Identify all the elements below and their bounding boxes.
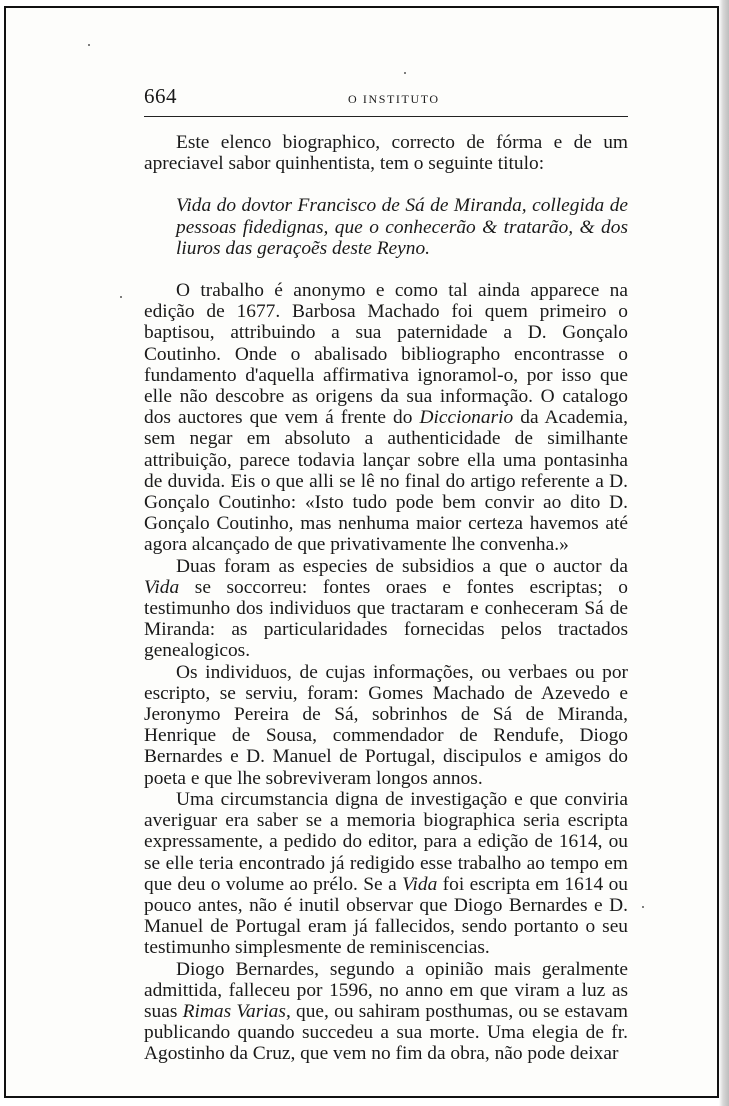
paragraph-5-italic: Vida [402,873,438,895]
paragraph-2-text-a: O trabalho é anonymo e como tal ainda apparece na edição de 1677. Barbosa Machado foi quem primeiro o baptisou, attribuindo a sua paternidade a D. Gonçalo Coutinho. Onde o abalisado bibliographo encontrasse o fundamento d'aquella affirmativa ignoramol-o, por isso que elle não descobre as origens da sua informação. O catalogo dos auctores que vem á frente do [144,280,628,429]
page-header [144,84,628,118]
scan-speck [404,72,406,74]
paragraph-5-text-b: foi escripta em 1614 ou pouco antes, não é inutil observar que Diogo Bernardes e D. Manuel de Portugal eram já fallecidos, sendo portanto o seu testimunho simplesmente de reminiscencias. [144,873,629,959]
page-number: 664 [144,84,177,108]
paragraph-6-text-b: , que, ou sahiram posthumas, ou se estavam publicando quando succedeu a sua morte. Uma elegia de fr. Agostinho da Cruz, que vem no fim da obra, não pode deixar [144,1000,628,1065]
paragraph-3-italic: Vida [144,576,180,598]
body-text [144,132,628,1065]
paragraph-2 [144,280,628,556]
paragraph-6-text-a: Diogo Bernardes, segundo a opinião mais geralmente admittida, falleceu por 1596, no anno em que viram a luz as suas [144,958,628,1022]
running-title: O INSTITUTO [348,92,440,106]
scan-edge [719,0,729,1106]
book-title-quote: Vida do dovtor Francisco de Sá de Miranda, collegida de pessoas fidedignas, que o conhecerão & tratarão, & dos liuros das geraçoẽs deste Reyno. [176,195,628,259]
paragraph-5-text-a: Uma circumstancia digna de investigação e que conviria averiguar era saber se a memoria biographica seria escripta expressamente, a pedido do editor, para a edição de 1614, ou se elle teria encontrado já redigido esse trabalho ao tempo em que deu o volume ao prélo. Se a [144,788,628,895]
paragraph-5 [144,789,628,959]
paragraph-2-italic: Diccionario [419,407,514,429]
header-rule [144,116,628,117]
paragraph-2-text-b: da Academia, sem negar em absoluto a authenticidade de similhante attribuição, parece todavia lançar sobre ella uma pontasinha de duvida. Eis o que alli se lê no final do artigo referente a D. Gonçalo Coutinho: «Isto tudo pode bem convir ao dito D. Gonçalo Coutinho, mas nenhuma maior certeza havemos até agora alcançado de que privativamente lhe convenha.» [144,407,628,556]
paragraph-1: Este elenco biographico, correcto de fórma e de um apreciavel sabor quinhentista, tem o seguinte titulo: [144,132,628,175]
scan-speck [120,296,122,298]
paragraph-6-italic: Rimas Varias [182,1000,286,1022]
scan-speck [642,906,644,908]
paragraph-3-text-b: se soccorreu: fontes oraes e fontes escriptas; o testimunho dos individuos que tractaram e conheceram Sá de Miranda: as particularidades fornecidas pelos tractados genealogicos. [144,576,628,662]
paragraph-4: Os individuos, de cujas informações, ou verbaes ou por escripto, se serviu, foram: Gomes Machado de Azevedo e Jeronymo Pereira de Sá, sobrinhos de Sá de Miranda, Henrique de Sousa, commendador de Rendufe, Diogo Bernardes e D. Manuel de Portugal, discipulos e amigos do poeta e que lhe sobreviveram longos annos. [144,661,628,789]
paragraph-6 [144,959,628,1065]
paragraph-3 [144,556,628,662]
scan-speck [88,44,90,46]
paragraph-3-text-a: Duas foram as especies de subsidios a que o auctor da [176,555,628,577]
